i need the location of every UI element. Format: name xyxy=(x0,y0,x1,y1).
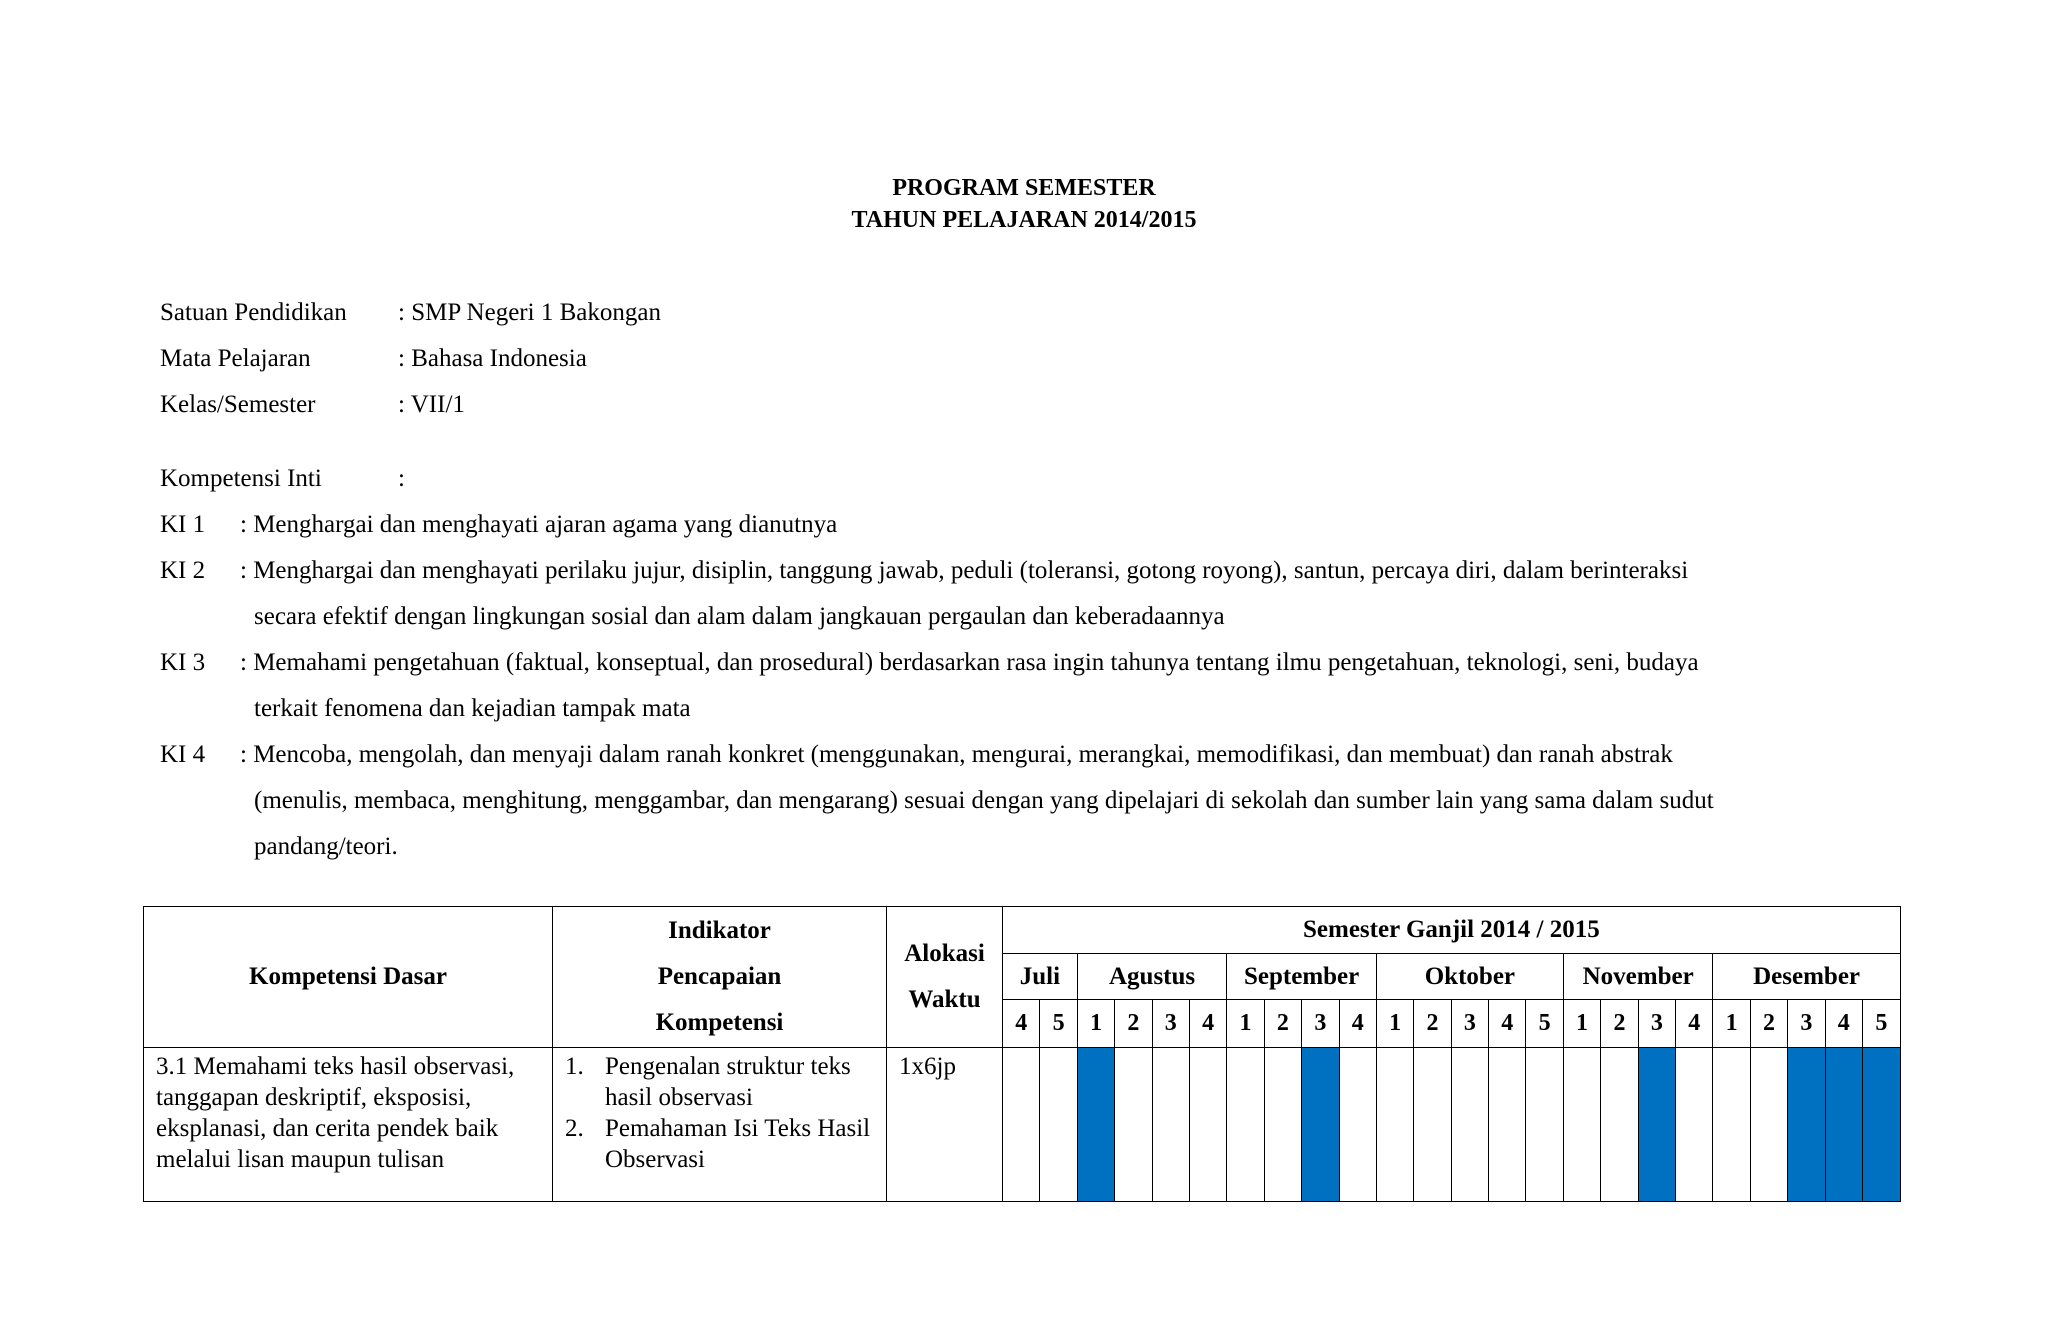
week-header: 4 xyxy=(1676,1000,1713,1048)
week-cell xyxy=(1563,1048,1600,1202)
kd-cell: 3.1 Memahami teks hasil observasi, tanggapan deskriptif, eksposisi, eksplanasi, dan cerita pendek baik melalui lisan maupun tulisan xyxy=(144,1048,553,1202)
week-header: 1 xyxy=(1376,1000,1413,1048)
week-cell xyxy=(1526,1048,1563,1202)
alokasi-cell: 1x6jp xyxy=(887,1048,1003,1202)
week-header: 5 xyxy=(1862,1000,1900,1048)
week-cell xyxy=(1676,1048,1713,1202)
week-cell-filled xyxy=(1638,1048,1675,1202)
ki-text: : Memahami pengetahuan (faktual, konseptual, dan prosedural) berdasarkan rasa ingin tahunya tentang ilmu pengetahuan, teknologi, seni, budaya terkait fenomena dan kejadian tampak mata xyxy=(240,649,1699,722)
week-header: 1 xyxy=(1563,1000,1600,1048)
week-cell xyxy=(1750,1048,1787,1202)
document-title xyxy=(0,172,2048,236)
month-header: Agustus xyxy=(1077,954,1227,1000)
week-cell xyxy=(1003,1048,1040,1202)
title-line-1: PROGRAM SEMESTER xyxy=(892,175,1156,201)
table-row xyxy=(144,1048,1901,1202)
week-cell xyxy=(1451,1048,1488,1202)
month-header: November xyxy=(1563,954,1713,1000)
week-cell xyxy=(1339,1048,1376,1202)
info-label: Mata Pelajaran xyxy=(160,345,311,372)
info-value: : Bahasa Indonesia xyxy=(398,345,587,372)
kd-header: Kompetensi Dasar xyxy=(144,907,553,1048)
week-header: 4 xyxy=(1825,1000,1862,1048)
week-header: 1 xyxy=(1227,1000,1264,1048)
alokasi-header xyxy=(887,907,1003,1048)
schedule-table xyxy=(143,906,1901,1202)
ki-text: : Mencoba, mengolah, dan menyaji dalam ranah konkret (menggunakan, mengurai, merangkai, memodifikasi, dan membuat) dan ranah abstrak (menulis, membaca, menghitung, menggambar, dan mengarang) sesuai dengan yang dipelajari di sekolah dan sumber lain yang sama dalam sudut pandang/teori. xyxy=(240,741,1714,860)
week-cell xyxy=(1040,1048,1077,1202)
week-header: 3 xyxy=(1152,1000,1189,1048)
week-header: 1 xyxy=(1713,1000,1750,1048)
indikator-number: 2. xyxy=(565,1115,584,1142)
info-value: : VII/1 xyxy=(398,391,465,418)
week-header: 3 xyxy=(1788,1000,1825,1048)
indikator-text: Pengenalan struktur teks hasil observasi xyxy=(605,1053,851,1111)
semester-header: Semester Ganjil 2014 / 2015 xyxy=(1003,907,1901,954)
ki-code: KI 2 xyxy=(160,557,206,584)
ki-item-4 xyxy=(160,732,1720,870)
week-cell xyxy=(1115,1048,1152,1202)
indikator-number: 1. xyxy=(565,1053,584,1080)
title-line-2: TAHUN PELAJARAN 2014/2015 xyxy=(851,207,1197,233)
week-cell-filled xyxy=(1862,1048,1900,1202)
info-label: Kelas/Semester xyxy=(160,391,316,418)
week-cell xyxy=(1713,1048,1750,1202)
week-header: 2 xyxy=(1750,1000,1787,1048)
week-cell xyxy=(1227,1048,1264,1202)
ki-item-1 xyxy=(160,502,1720,548)
week-header: 2 xyxy=(1601,1000,1638,1048)
week-cell-filled xyxy=(1302,1048,1339,1202)
month-header: Juli xyxy=(1003,954,1078,1000)
kompetensi-inti-colon: : xyxy=(398,465,405,492)
indikator-cell xyxy=(553,1048,887,1202)
indikator-header-text: Indikator Pencapaian Kompetensi xyxy=(655,917,784,1036)
week-header: 1 xyxy=(1077,1000,1114,1048)
week-header: 2 xyxy=(1414,1000,1451,1048)
week-header: 5 xyxy=(1526,1000,1563,1048)
ki-text: : Menghargai dan menghayati ajaran agama yang dianutnya xyxy=(240,511,838,538)
week-header: 5 xyxy=(1040,1000,1077,1048)
week-header: 4 xyxy=(1189,1000,1226,1048)
indikator-item xyxy=(565,1113,880,1175)
week-cell xyxy=(1189,1048,1226,1202)
info-label: Satuan Pendidikan xyxy=(160,299,347,326)
kompetensi-inti-heading xyxy=(160,456,760,502)
week-header: 2 xyxy=(1115,1000,1152,1048)
ki-code: KI 4 xyxy=(160,741,206,768)
ki-item-2 xyxy=(160,548,1720,640)
month-header: September xyxy=(1227,954,1377,1000)
week-header: 2 xyxy=(1264,1000,1301,1048)
week-cell xyxy=(1264,1048,1301,1202)
alokasi-header-text: Alokasi Waktu xyxy=(904,940,985,1013)
ki-code: KI 3 xyxy=(160,649,206,676)
indikator-header xyxy=(553,907,887,1048)
indikator-item xyxy=(565,1051,880,1113)
ki-text: : Menghargai dan menghayati perilaku jujur, disiplin, tanggung jawab, peduli (toleransi, gotong royong), santun, percaya diri, dalam berinteraksi secara efektif dengan lingkungan sosial dan alam dalam jangkauan pergaulan dan keberadaannya xyxy=(240,557,1689,630)
week-cell xyxy=(1489,1048,1526,1202)
week-cell xyxy=(1414,1048,1451,1202)
week-header: 3 xyxy=(1451,1000,1488,1048)
week-cell xyxy=(1152,1048,1189,1202)
week-header: 4 xyxy=(1489,1000,1526,1048)
week-cell xyxy=(1376,1048,1413,1202)
week-cell-filled xyxy=(1788,1048,1825,1202)
month-header: Desember xyxy=(1713,954,1900,1000)
week-header: 4 xyxy=(1003,1000,1040,1048)
week-cell-filled xyxy=(1825,1048,1862,1202)
month-header: Oktober xyxy=(1376,954,1563,1000)
week-header: 3 xyxy=(1638,1000,1675,1048)
info-value: : SMP Negeri 1 Bakongan xyxy=(398,299,661,326)
week-cell xyxy=(1601,1048,1638,1202)
kompetensi-inti-label: Kompetensi Inti xyxy=(160,465,322,492)
week-header: 3 xyxy=(1302,1000,1339,1048)
week-header: 4 xyxy=(1339,1000,1376,1048)
ki-code: KI 1 xyxy=(160,511,206,538)
ki-item-3 xyxy=(160,640,1720,732)
week-cell-filled xyxy=(1077,1048,1114,1202)
indikator-text: Pemahaman Isi Teks Hasil Observasi xyxy=(605,1115,871,1173)
header-row-1 xyxy=(144,907,1901,954)
